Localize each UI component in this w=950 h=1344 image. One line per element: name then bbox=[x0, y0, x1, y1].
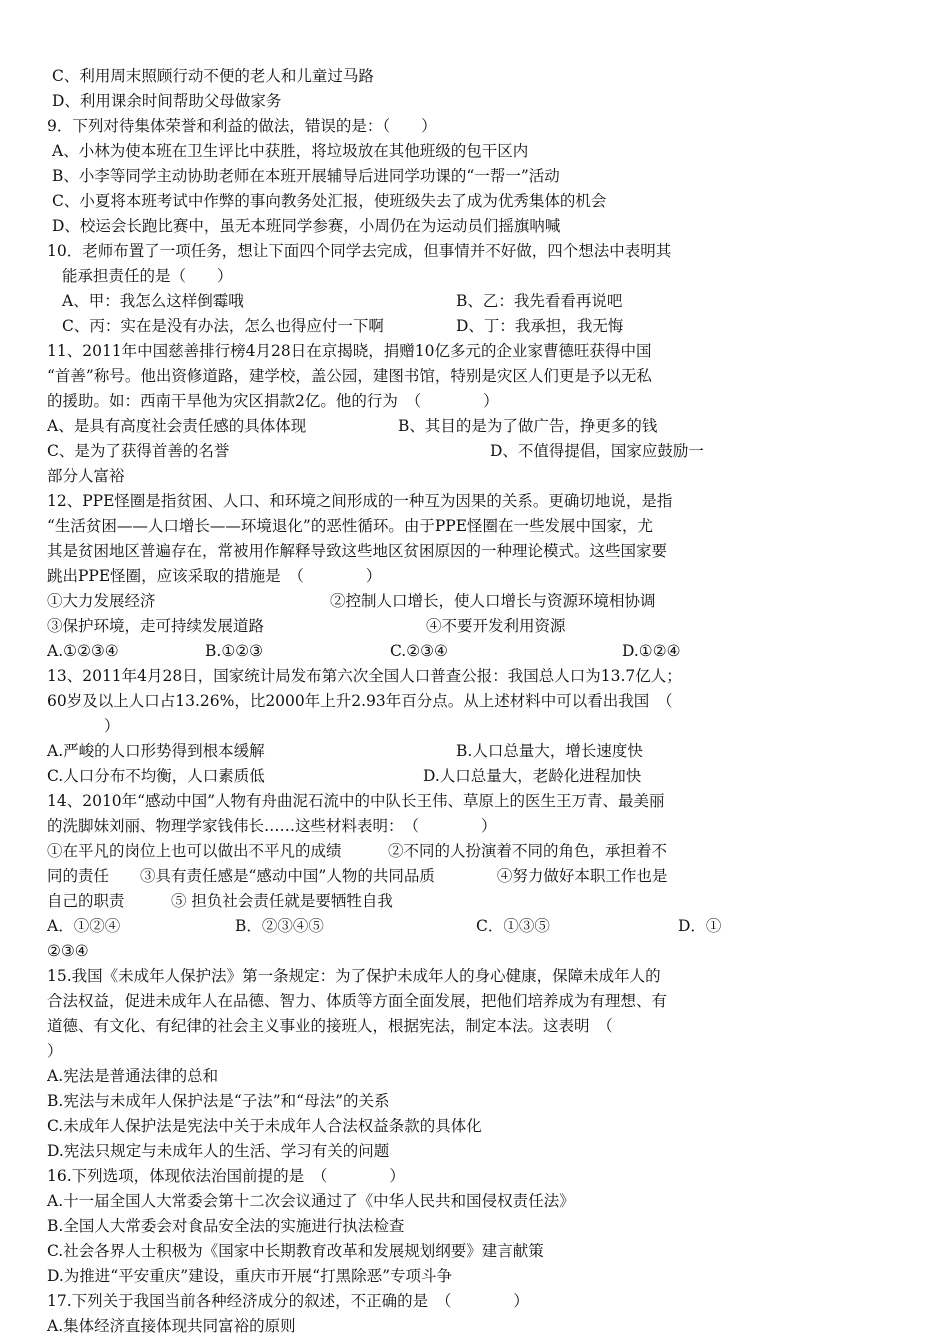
text-line: 能承担责任的是（ ） bbox=[62, 267, 233, 285]
text-line: ） bbox=[104, 717, 120, 735]
text-line: A、是具有高度社会责任感的具体体现 bbox=[47, 417, 307, 435]
text-line: A.宪法是普通法律的总和 bbox=[47, 1067, 219, 1085]
text-line: ①大力发展经济 bbox=[47, 592, 156, 610]
text-line: C、是为了获得首善的名誉 bbox=[47, 442, 230, 460]
text-line: D、校运会长跑比赛中，虽无本班同学参赛，小周仍在为运动员们摇旗呐喊 bbox=[52, 217, 561, 235]
text-line: 13、2011年4月28日，国家统计局发布第六次全国人口普查公报：我国总人口为13.7亿人； bbox=[47, 667, 682, 685]
text-line: B.宪法与未成年人保护法是“子法”和“母法”的关系 bbox=[47, 1092, 390, 1110]
text-line: D、利用课余时间帮助父母做家务 bbox=[52, 92, 282, 110]
text-line: C、小夏将本班考试中作弊的事向教务处汇报，使班级失去了成为优秀集体的机会 bbox=[52, 192, 607, 210]
text-line: 道德、有文化、有纪律的社会主义事业的接班人，根据宪法，制定本法。这表明 （ bbox=[47, 1017, 613, 1035]
text-line: 14、2010年“感动中国”人物有舟曲泥石流中的中队长王伟、草原上的医生王万青、最美丽 bbox=[47, 792, 665, 810]
text-line: D．① bbox=[678, 917, 722, 935]
text-line: ） bbox=[47, 1042, 63, 1060]
text-line: D.宪法只规定与未成年人的生活、学习有关的问题 bbox=[47, 1142, 390, 1160]
text-line: C.社会各界人士积极为《国家中长期教育改革和发展规划纲要》建言献策 bbox=[47, 1242, 544, 1260]
text-line: ①在平凡的岗位上也可以做出不平凡的成绩 ②不同的人扮演着不同的角色，承担着不 bbox=[47, 842, 668, 860]
text-line: C、利用周末照顾行动不便的老人和儿童过马路 bbox=[52, 67, 374, 85]
text-line: 其是贫困地区普遍存在，常被用作解释导致这些地区贫困原因的一种理论模式。这些国家要 bbox=[47, 542, 668, 560]
text-line: 的援助。如：西南干旱他为灾区捐款2亿。他的行为 （ ） bbox=[47, 392, 499, 410]
text-line: D.为推进“平安重庆”建设，重庆市开展“打黑除恶”专项斗争 bbox=[47, 1267, 452, 1285]
text-line: 9．下列对待集体荣誉和利益的做法，错误的是：（ ） bbox=[47, 117, 437, 135]
text-line: A．①②④ bbox=[47, 917, 121, 935]
text-line: 跳出PPE怪圈，应该采取的措施是 （ ） bbox=[47, 567, 382, 585]
text-line: 部分人富裕 bbox=[47, 467, 125, 485]
text-line: ④不要开发利用资源 bbox=[426, 617, 566, 635]
text-line: 17.下列关于我国当前各种经济成分的叙述，不正确的是 （ ） bbox=[47, 1292, 529, 1310]
text-line: 的洗脚妹刘丽、物理学家钱伟长……这些材料表明： （ ） bbox=[47, 817, 497, 835]
text-line: “生活贫困——人口增长——环境退化”的恶性循环。由于PPE怪圈在一些发展中国家，尤 bbox=[47, 517, 654, 535]
text-line: 12、PPE怪圈是指贫困、人口、和环境之间形成的一种互为因果的关系。更确切地说，是指 bbox=[47, 492, 673, 510]
text-line: 16.下列选项，体现依法治国前提的是 （ ） bbox=[47, 1167, 405, 1185]
text-line: “首善”称号。他出资修道路，建学校，盖公园，建图书馆，特别是灾区人们更是予以无私 bbox=[47, 367, 652, 385]
text-line: A、小林为使本班在卫生评比中获胜，将垃圾放在其他班级的包干区内 bbox=[52, 142, 529, 160]
text-line: ③保护环境，走可持续发展道路 bbox=[47, 617, 265, 635]
text-line: B.①②③ bbox=[205, 642, 264, 660]
text-line: B、小李等同学主动协助老师在本班开展辅导后进同学功课的“一帮一”活动 bbox=[52, 167, 560, 185]
text-line: 15.我国《未成年人保护法》第一条规定：为了保护未成年人的身心健康，保障未成年人的 bbox=[47, 967, 661, 985]
text-line: A.集体经济直接体现共同富裕的原则 bbox=[47, 1317, 296, 1335]
text-line: 11、2011年中国慈善排行榜4月28日在京揭晓，捐赠10亿多元的企业家曹德旺获得中国 bbox=[47, 342, 652, 360]
text-line: A.十一届全国人大常委会第十二次会议通过了《中华人民共和国侵权责任法》 bbox=[47, 1192, 575, 1210]
text-line: A.严峻的人口形势得到根本缓解 bbox=[47, 742, 265, 760]
text-line: D.①②④ bbox=[622, 642, 681, 660]
text-line: A.①②③④ bbox=[47, 642, 119, 660]
text-line: C．①③⑤ bbox=[476, 917, 550, 935]
text-line: C、丙：实在是没有办法，怎么也得应付一下啊 bbox=[62, 317, 384, 335]
text-line: B、乙：我先看看再说吧 bbox=[456, 292, 623, 310]
text-line: C.②③④ bbox=[390, 642, 448, 660]
text-line: 60岁及以上人口占13.26%，比2000年上升2.93年百分点。从上述材料中可以看出我国 （ bbox=[47, 692, 673, 710]
text-line: B、其目的是为了做广告，挣更多的钱 bbox=[398, 417, 658, 435]
text-line: 合法权益，促进未成年人在品德、智力、体质等方面全面发展，把他们培养成为有理想、有 bbox=[47, 992, 668, 1010]
text-line: 10．老师布置了一项任务，想让下面四个同学去完成，但事情并不好做，四个想法中表明其 bbox=[47, 242, 672, 260]
text-line: B．②③④⑤ bbox=[235, 917, 324, 935]
text-line: C.未成年人保护法是宪法中关于未成年人合法权益条款的具体化 bbox=[47, 1117, 482, 1135]
text-line: D、不值得提倡，国家应鼓励一 bbox=[490, 442, 704, 460]
text-line: D、丁：我承担，我无悔 bbox=[456, 317, 624, 335]
text-line: 同的责任 ③具有责任感是“感动中国”人物的共同品质 ④努力做好本职工作也是 bbox=[47, 867, 668, 885]
text-line: ②③④ bbox=[47, 942, 89, 960]
text-line: B.人口总量大，增长速度快 bbox=[456, 742, 643, 760]
text-line: D.人口总量大，老龄化进程加快 bbox=[423, 767, 642, 785]
text-line: A、甲：我怎么这样倒霉哦 bbox=[62, 292, 244, 310]
text-line: C.人口分布不均衡，人口素质低 bbox=[47, 767, 265, 785]
text-line: 自己的职责 ⑤ 担负社会责任就是要牺牲自我 bbox=[47, 892, 393, 910]
text-line: ②控制人口增长，使人口增长与资源环境相协调 bbox=[330, 592, 656, 610]
text-line: B.全国人大常委会对食品安全法的实施进行执法检查 bbox=[47, 1217, 405, 1235]
